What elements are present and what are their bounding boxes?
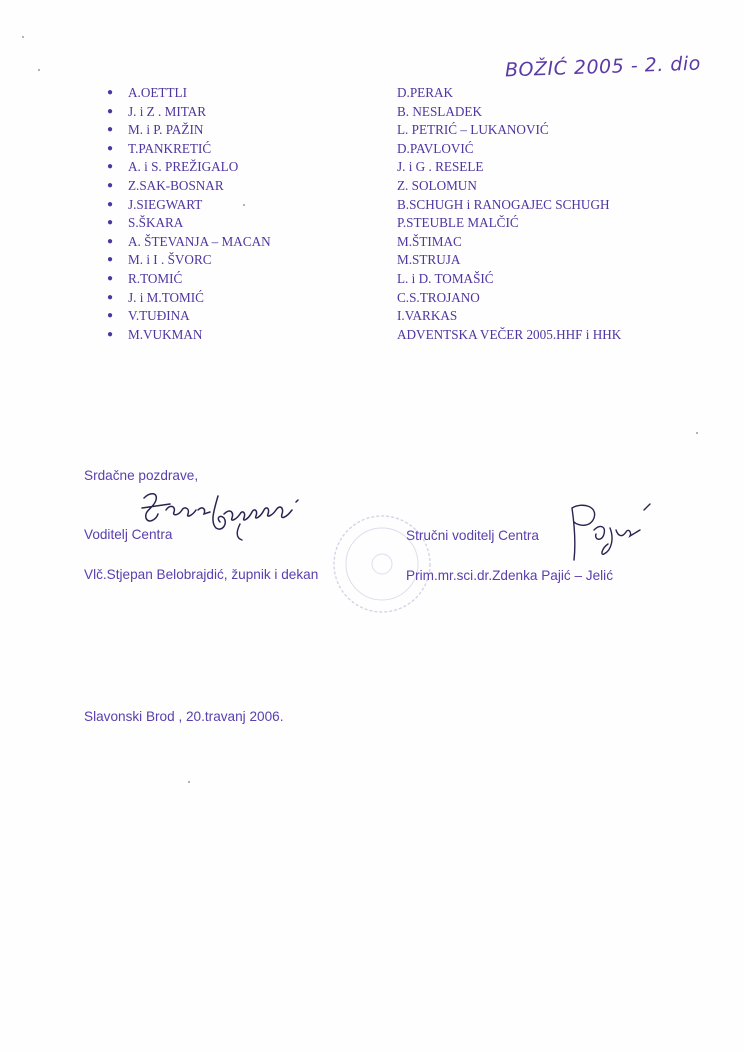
scan-speck xyxy=(188,781,190,783)
list-item xyxy=(107,326,271,345)
bullet-icon: ● xyxy=(107,328,114,340)
bullet-icon: ● xyxy=(107,87,114,98)
list-item: M.ŠTIMAC xyxy=(397,233,462,249)
list-item-label: M.VUKMAN xyxy=(128,326,203,342)
list-item-label: V.TUĐINA xyxy=(128,308,190,324)
list-item: D.PERAK xyxy=(397,85,454,100)
list-item: Z. SOLOMUN xyxy=(397,177,477,193)
place-and-date: Slavonski Brod , 20.travanj 2006. xyxy=(84,709,284,724)
signature-right xyxy=(560,496,660,566)
bullet-icon: ● xyxy=(107,217,114,229)
list-item xyxy=(107,84,271,103)
list-item-label: J. i Z . MITAR xyxy=(128,103,207,119)
list-item: I.VARKAS xyxy=(397,308,458,324)
list-item-label: A. i S. PREŽIGALO xyxy=(128,159,239,175)
list-item: B.SCHUGH i RANOGAJEC SCHUGH xyxy=(397,196,610,212)
bullet-icon: ● xyxy=(107,235,114,247)
bullet-icon: ● xyxy=(107,142,114,154)
scan-speck xyxy=(696,432,698,434)
list-item-label: R.TOMIĆ xyxy=(128,270,183,286)
left-role-label: Voditelj Centra xyxy=(84,527,173,542)
bullet-icon: ● xyxy=(107,161,114,173)
list-item-label: M. i I . ŠVORC xyxy=(128,252,212,268)
list-item: L. PETRIĆ – LUKANOVIĆ xyxy=(397,122,549,138)
right-role-label: Stručni voditelj Centra xyxy=(406,528,539,543)
list-item: J. i G . RESELE xyxy=(397,159,484,175)
right-signatory-name: Prim.mr.sci.dr.Zdenka Pajić – Jelić xyxy=(406,568,613,583)
list-item xyxy=(107,214,271,233)
list-item-label: S.ŠKARA xyxy=(128,215,184,231)
list-item: L. i D. TOMAŠIĆ xyxy=(397,270,494,286)
list-item: P.STEUBLE MALČIĆ xyxy=(397,215,519,231)
list-item-label: J.SIEGWART xyxy=(128,196,203,212)
bullet-icon: ● xyxy=(107,198,114,210)
list-item xyxy=(107,196,271,215)
bullet-icon: ● xyxy=(107,124,114,136)
list-item-label: A. ŠTEVANJA – MACAN xyxy=(128,233,271,249)
list-item xyxy=(107,140,271,159)
list-item-label: M. i P. PAŽIN xyxy=(128,122,204,138)
list-item xyxy=(107,121,271,140)
bullet-icon: ● xyxy=(107,272,114,284)
bullet-icon: ● xyxy=(107,310,114,322)
greeting-text: Srdačne pozdrave, xyxy=(84,468,199,483)
list-item-label: A.OETTLI xyxy=(128,85,187,100)
list-item: B. NESLADEK xyxy=(397,103,482,119)
bullet-icon: ● xyxy=(107,291,114,303)
handwritten-title: BOŽIĆ 2005 - 2. dio xyxy=(504,52,702,82)
scan-speck xyxy=(22,36,24,38)
left-signatory-name: Vlč.Stjepan Belobrajdić, župnik i dekan xyxy=(84,567,319,582)
scan-speck xyxy=(38,69,40,71)
recipient-list-left xyxy=(107,84,271,344)
list-item xyxy=(107,307,271,326)
list-item xyxy=(107,289,271,308)
list-item: D.PAVLOVIĆ xyxy=(397,140,474,156)
list-item-label: Z.SAK-BOSNAR xyxy=(128,177,224,193)
bullet-icon: ● xyxy=(107,179,114,191)
bullet-icon: ● xyxy=(107,105,114,117)
scan-speck xyxy=(243,204,245,206)
list-item xyxy=(107,158,271,177)
list-item xyxy=(107,233,271,252)
list-item-label: T.PANKRETIĆ xyxy=(128,140,212,156)
list-item: ADVENTSKA VEČER 2005.HHF i HHK xyxy=(397,326,622,342)
list-item xyxy=(107,103,271,122)
list-item: M.STRUJA xyxy=(397,252,461,268)
recipient-list-right xyxy=(397,84,621,344)
list-item-label: J. i M.TOMIĆ xyxy=(128,289,204,305)
bullet-icon: ● xyxy=(107,254,114,266)
list-item xyxy=(107,177,271,196)
list-item xyxy=(107,251,271,270)
list-item: C.S.TROJANO xyxy=(397,289,480,305)
list-item xyxy=(107,270,271,289)
